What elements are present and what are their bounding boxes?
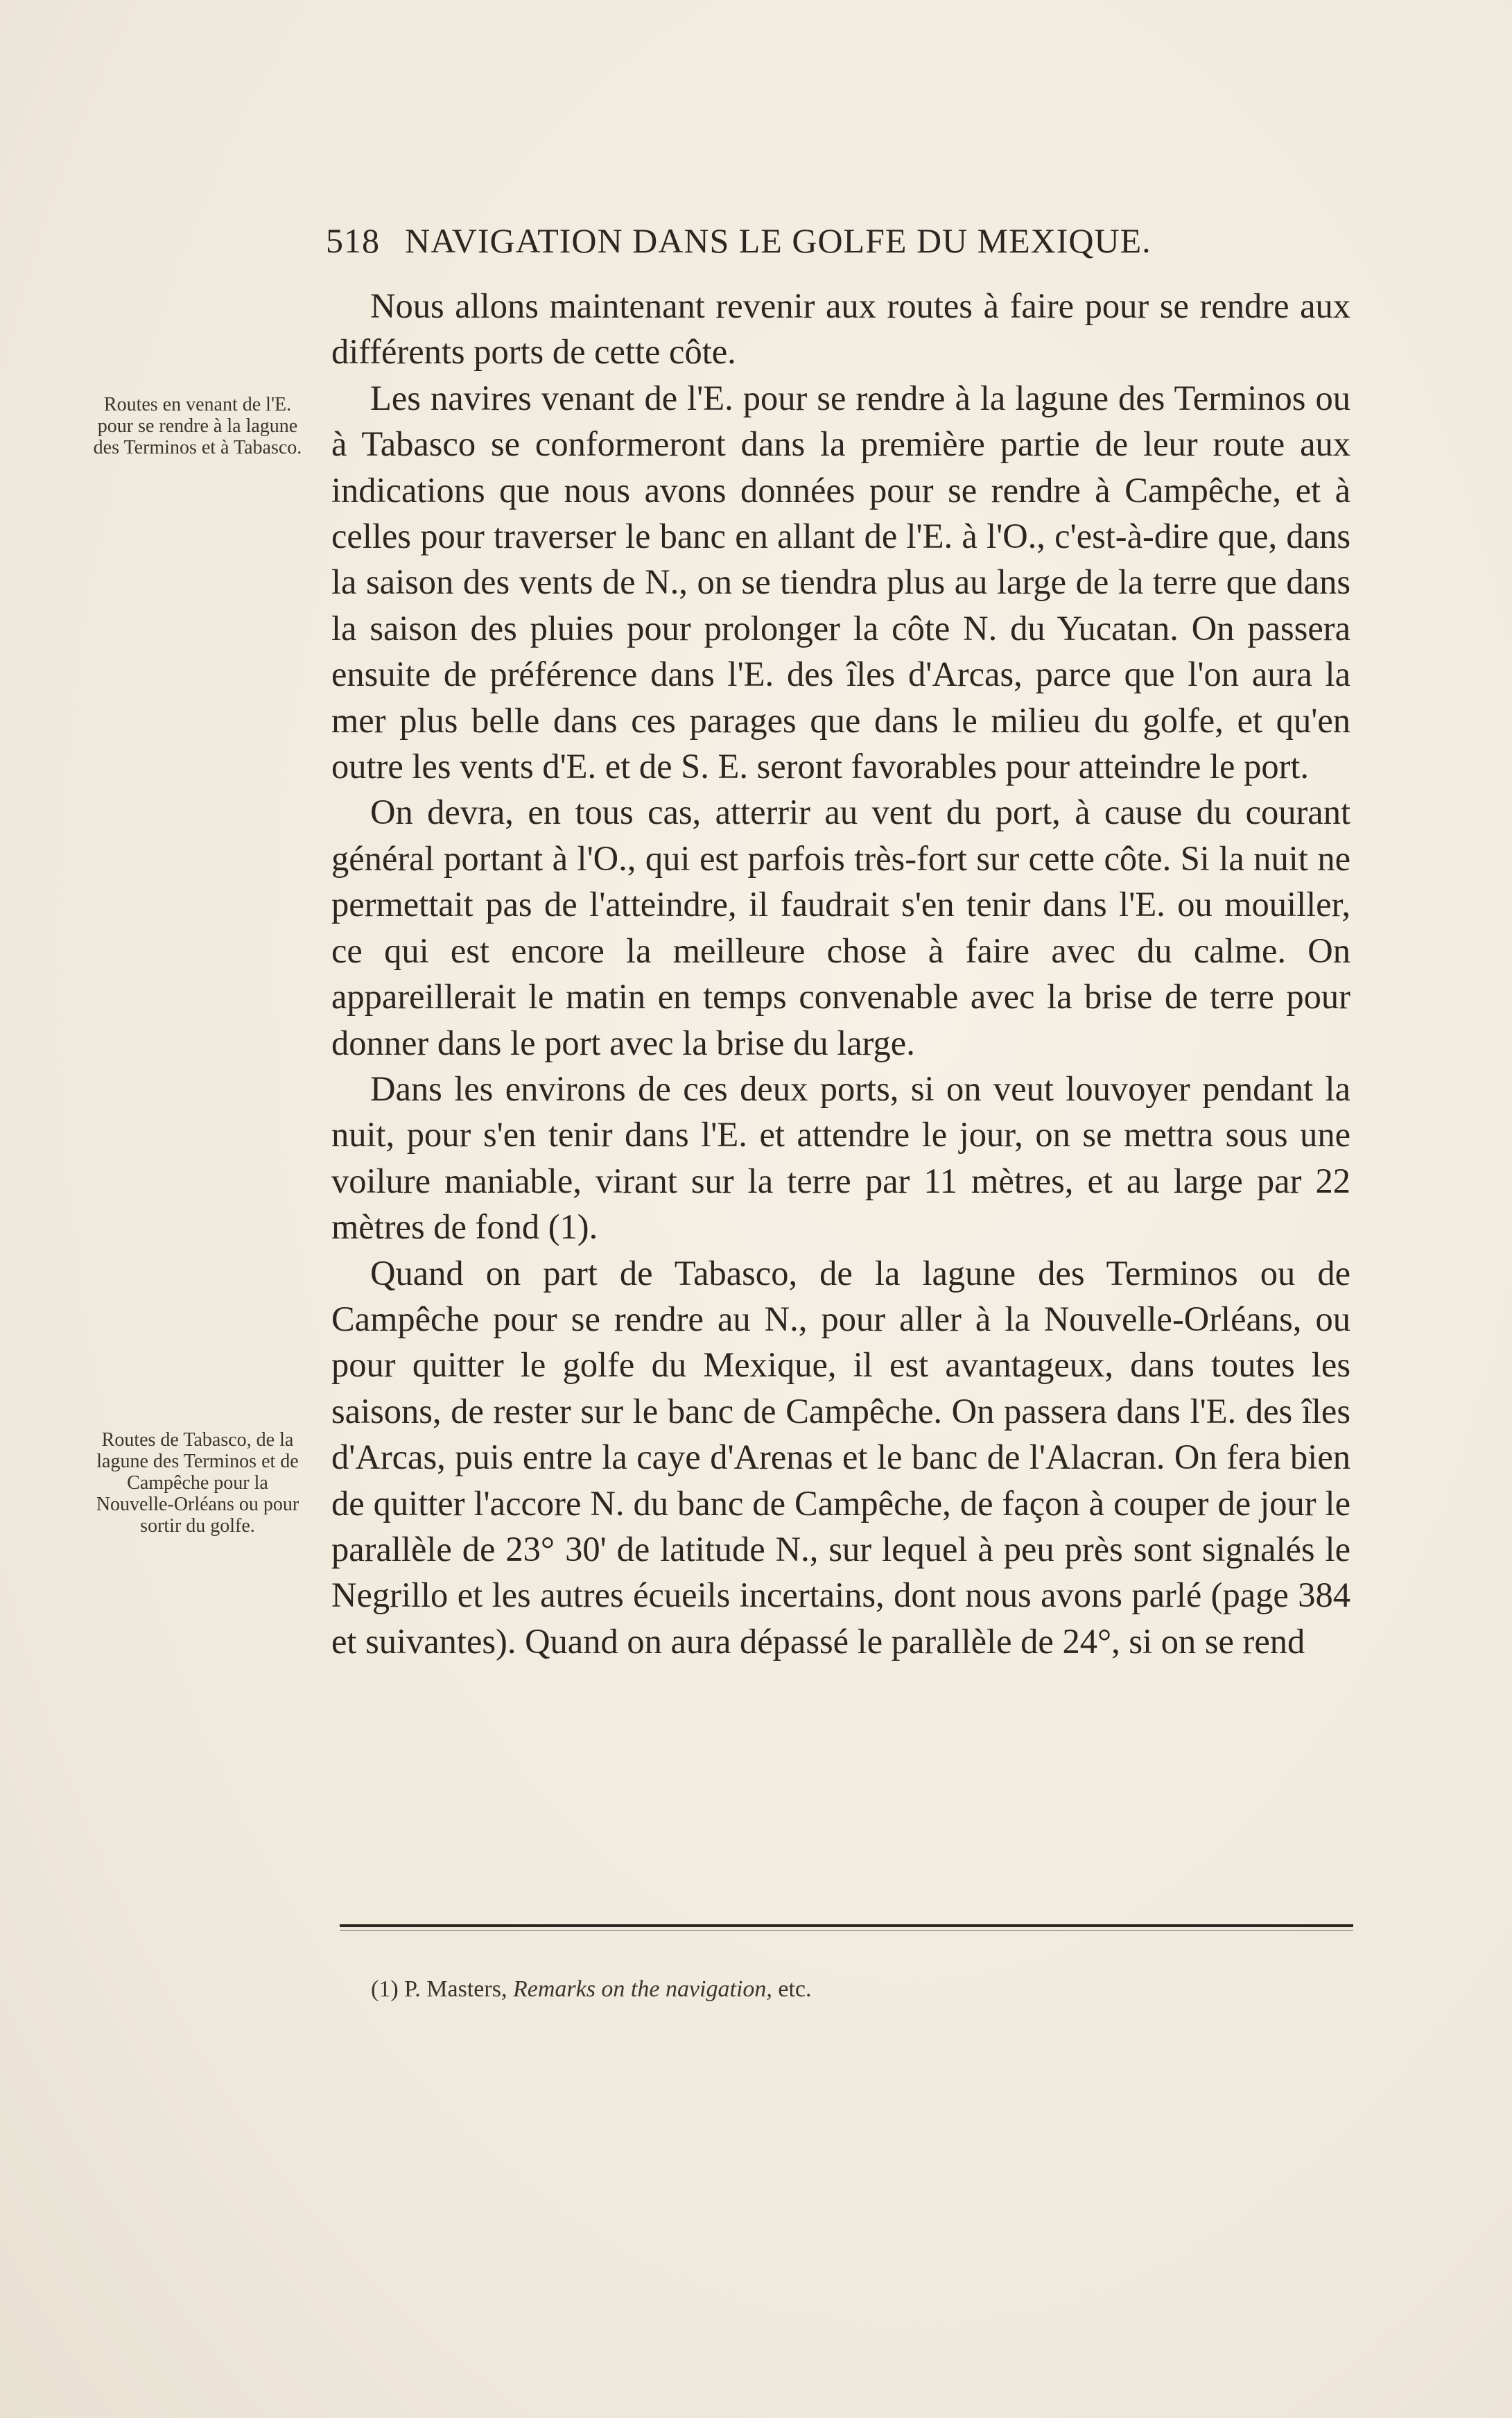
running-header	[326, 221, 1352, 261]
paragraph: Dans les environs de ces deux ports, si on veut louvoyer pendant la nuit, pour s'en tenir dans l'E. et attendre le jour, on se mettra sous une voilure maniable, virant sur la terre par 11 mètres, et au large par 22 mètres de fond (1).	[331, 1069, 1350, 1247]
margin-note: Routes de Tabasco, de la lagune des Terminos et de Campêche pour la Nouvelle-Orléans ou pour sortir du golfe.	[96, 1429, 299, 1537]
paragraph: On devra, en tous cas, atterrir au vent du port, à cause du courant général portant à l'O., qui est parfois très-fort sur cette côte. Si la nuit ne permettait pas de l'atteindre, il faudrait s'en tenir dans l'E. ou mouiller, ce qui est encore la meilleure chose à faire avec du calme. On appareillerait le matin en temps convenable avec la brise de terre pour donner dans le port avec la brise du large.	[331, 793, 1350, 1062]
footnote-marker: (1)	[371, 1976, 399, 2002]
footnote-title: Remarks on the navigation,	[512, 1976, 772, 2002]
footnote	[371, 1976, 1341, 2003]
paragraph: Les navires venant de l'E. pour se rendre à la lagune des Terminos ou à Tabasco se conformeront dans la première partie de leur route aux indications que nous avons données pour se rendre à Campêche, et à celles pour traverser le banc en allant de l'E. à l'O., c'est-à-dire que, dans la saison des vents de N., on se tiendra plus au large de la terre que dans la saison des pluies pour prolonger la côte N. du Yucatan. On passera ensuite de préférence dans l'E. des îles d'Arcas, parce que l'on aura la mer plus belle dans ces parages que dans le milieu du golfe, et qu'en outre les vents d'E. et de S. E. seront favorables pour atteindre le port.	[331, 378, 1350, 786]
footnote-rule	[340, 1924, 1353, 1927]
body-text	[331, 283, 1350, 1664]
paragraph: Quand on part de Tabasco, de la lagune des Terminos ou de Campêche pour se rendre au N., pour aller à la Nouvelle-Orléans, ou pour quitter le golfe du Mexique, il est avantageux, dans toutes les saisons, de rester sur le banc de Campêche. On passera dans l'E. des îles d'Arcas, puis entre la caye d'Arenas et le banc de l'Alacran. On fera bien de quitter l'accore N. du banc de Campêche, de façon à couper de jour le parallèle de 23° 30' de latitude N., sur lequel à peu près sont signalés le Negrillo et les autres écueils incertains, dont nous avons parlé (page 384 et suivantes). Quand on aura dépassé le parallèle de 24°, si on se rend	[331, 1253, 1350, 1661]
footnote-rule-thin	[340, 1930, 1353, 1931]
footnote-suffix: etc.	[778, 1976, 812, 2002]
margin-note: Routes en venant de l'E. pour se rendre à la lagune des Terminos et à Tabasco.	[93, 394, 302, 458]
footnote-author: P. Masters,	[404, 1976, 507, 2002]
running-title: NAVIGATION DANS LE GOLFE DU MEXIQUE.	[405, 221, 1152, 260]
paragraph: Nous allons maintenant revenir aux routes à faire pour se rendre aux différents ports de cette côte.	[331, 286, 1350, 372]
page-number: 518	[326, 221, 380, 260]
